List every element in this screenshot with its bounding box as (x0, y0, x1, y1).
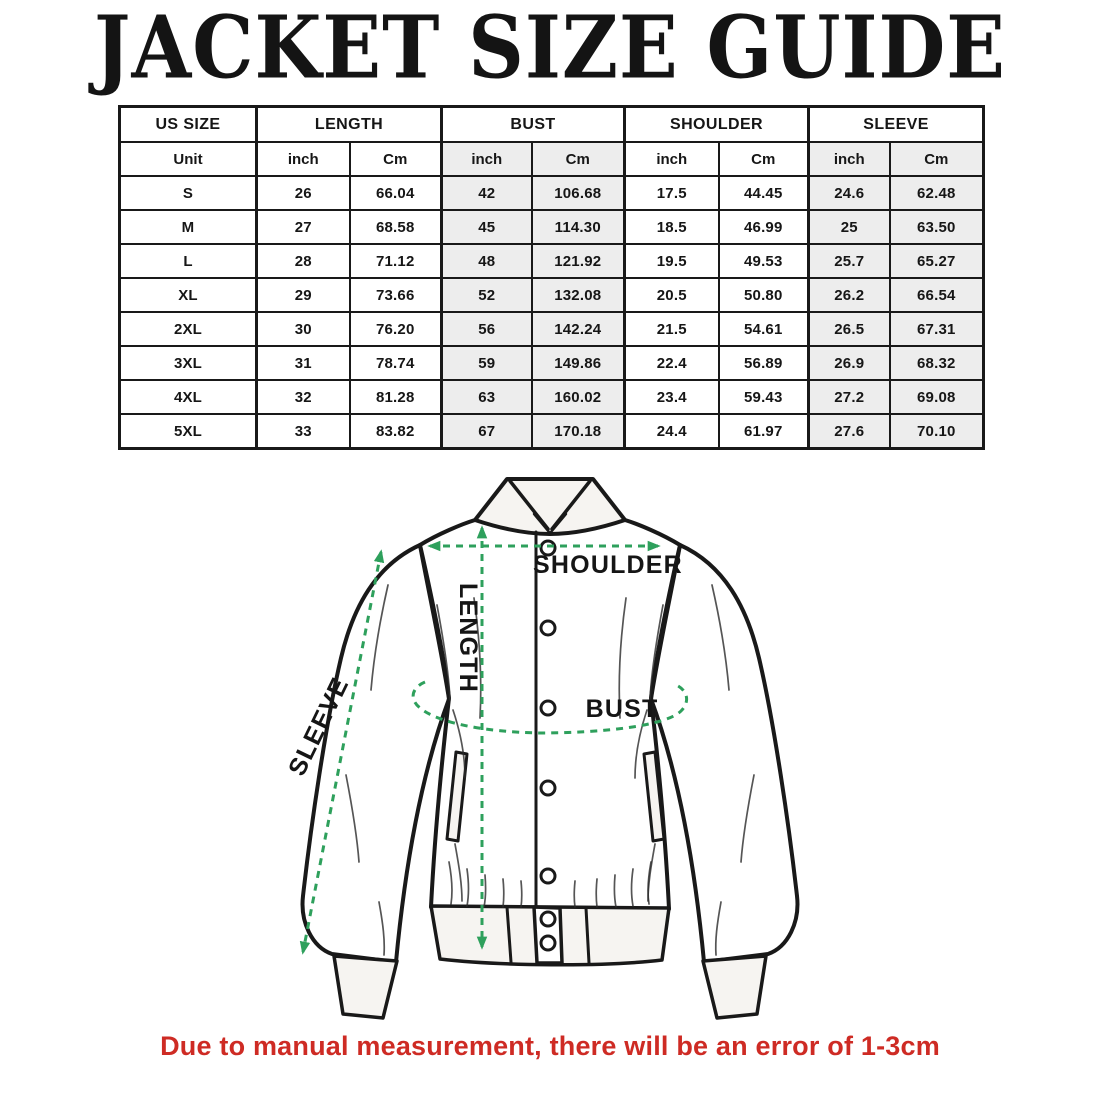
measurement-cell: 106.68 (532, 176, 625, 210)
measurement-cell: 26.2 (809, 278, 890, 312)
measurement-error-note: Due to manual measurement, there will be an error of 1-3cm (160, 1031, 940, 1061)
left-cuff (334, 956, 397, 1018)
measurement-cell: 68.32 (890, 346, 984, 380)
measurement-cell: 46.99 (719, 210, 809, 244)
table-head (120, 107, 984, 177)
measurement-cell: 68.58 (350, 210, 442, 244)
column-group-header: SHOULDER (625, 107, 809, 143)
measurement-cell: 44.45 (719, 176, 809, 210)
button (541, 936, 555, 950)
measurement-cell: 56 (442, 312, 532, 346)
measurement-cell: 66.04 (350, 176, 442, 210)
measurement-cell: 69.08 (890, 380, 984, 414)
measurement-cell: 71.12 (350, 244, 442, 278)
measurement-cell: 25.7 (809, 244, 890, 278)
size-table-container (118, 105, 985, 450)
measurement-cell: 54.61 (719, 312, 809, 346)
table-row (120, 210, 984, 244)
button (541, 869, 555, 883)
measurement-cell: 24.6 (809, 176, 890, 210)
measurement-cell: 33 (257, 414, 350, 449)
table-group-header-row (120, 107, 984, 143)
measurement-cell: 65.27 (890, 244, 984, 278)
column-group-header: LENGTH (257, 107, 442, 143)
unit-header-cell: Cm (350, 142, 442, 176)
table-body (120, 176, 984, 449)
page-title: JACKET SIZE GUIDE (94, 0, 1006, 99)
measurement-cell: 83.82 (350, 414, 442, 449)
unit-header-cell: inch (625, 142, 719, 176)
sleeve-label: SLEEVE (283, 672, 355, 781)
measurement-cell: 17.5 (625, 176, 719, 210)
measurement-cell: 61.97 (719, 414, 809, 449)
measurement-cell: 31 (257, 346, 350, 380)
measurement-cell: 52 (442, 278, 532, 312)
column-group-header: SLEEVE (809, 107, 984, 143)
measurement-cell: 19.5 (625, 244, 719, 278)
measurement-cell: 49.53 (719, 244, 809, 278)
bust-label: BUST (585, 695, 659, 723)
size-cell: 4XL (120, 380, 257, 414)
unit-header-cell: Cm (890, 142, 984, 176)
measurement-cell: 62.48 (890, 176, 984, 210)
measurement-cell: 67.31 (890, 312, 984, 346)
jacket-diagram-svg (270, 470, 830, 1030)
measurement-cell: 73.66 (350, 278, 442, 312)
measurement-cell: 59.43 (719, 380, 809, 414)
table-row (120, 346, 984, 380)
measurement-cell: 27.2 (809, 380, 890, 414)
button (541, 701, 555, 715)
measurement-cell: 27.6 (809, 414, 890, 449)
right-sleeve (651, 545, 797, 962)
measurement-cell: 76.20 (350, 312, 442, 346)
measurement-cell: 32 (257, 380, 350, 414)
unit-header-cell: inch (442, 142, 532, 176)
measurement-cell: 63.50 (890, 210, 984, 244)
collar (475, 479, 625, 534)
table-row (120, 244, 984, 278)
left-sleeve (303, 545, 449, 962)
measurement-cell: 121.92 (532, 244, 625, 278)
measurement-cell: 78.74 (350, 346, 442, 380)
measurement-cell: 23.4 (625, 380, 719, 414)
measurement-cell: 132.08 (532, 278, 625, 312)
size-cell: L (120, 244, 257, 278)
size-cell: 2XL (120, 312, 257, 346)
unit-header-cell: inch (257, 142, 350, 176)
table-row (120, 176, 984, 210)
button (541, 621, 555, 635)
measurement-cell: 160.02 (532, 380, 625, 414)
measurement-cell: 81.28 (350, 380, 442, 414)
measurement-cell: 28 (257, 244, 350, 278)
column-group-header: BUST (442, 107, 625, 143)
size-cell: M (120, 210, 257, 244)
unit-header-cell: inch (809, 142, 890, 176)
column-group-header: US SIZE (120, 107, 257, 143)
measurement-cell: 66.54 (890, 278, 984, 312)
measurement-cell: 114.30 (532, 210, 625, 244)
table-row (120, 414, 984, 449)
measurement-cell: 63 (442, 380, 532, 414)
length-label: LENGTH (454, 583, 482, 693)
measurement-cell: 50.80 (719, 278, 809, 312)
measurement-cell: 30 (257, 312, 350, 346)
measurement-cell: 45 (442, 210, 532, 244)
measurement-cell: 24.4 (625, 414, 719, 449)
size-table (118, 105, 985, 450)
unit-header-cell: Unit (120, 142, 257, 176)
right-cuff (703, 956, 766, 1018)
table-unit-row (120, 142, 984, 176)
measurement-cell: 21.5 (625, 312, 719, 346)
measurement-cell: 26 (257, 176, 350, 210)
table-row (120, 312, 984, 346)
button (541, 912, 555, 926)
size-cell: 5XL (120, 414, 257, 449)
measurement-cell: 70.10 (890, 414, 984, 449)
measurement-cell: 170.18 (532, 414, 625, 449)
measurement-cell: 149.86 (532, 346, 625, 380)
size-cell: S (120, 176, 257, 210)
table-row (120, 380, 984, 414)
measurement-cell: 26.9 (809, 346, 890, 380)
measurement-cell: 29 (257, 278, 350, 312)
measurement-cell: 56.89 (719, 346, 809, 380)
measurement-cell: 48 (442, 244, 532, 278)
button (541, 781, 555, 795)
unit-header-cell: Cm (532, 142, 625, 176)
table-row (120, 278, 984, 312)
measurement-cell: 20.5 (625, 278, 719, 312)
measurement-cell: 67 (442, 414, 532, 449)
size-cell: 3XL (120, 346, 257, 380)
size-cell: XL (120, 278, 257, 312)
measurement-cell: 22.4 (625, 346, 719, 380)
measurement-cell: 26.5 (809, 312, 890, 346)
measurement-cell: 18.5 (625, 210, 719, 244)
measurement-cell: 42 (442, 176, 532, 210)
measurement-cell: 142.24 (532, 312, 625, 346)
shoulder-label: SHOULDER (533, 551, 683, 579)
measurement-cell: 59 (442, 346, 532, 380)
measurement-cell: 25 (809, 210, 890, 244)
jacket-measurement-diagram (270, 470, 830, 1030)
measurement-cell: 27 (257, 210, 350, 244)
unit-header-cell: Cm (719, 142, 809, 176)
